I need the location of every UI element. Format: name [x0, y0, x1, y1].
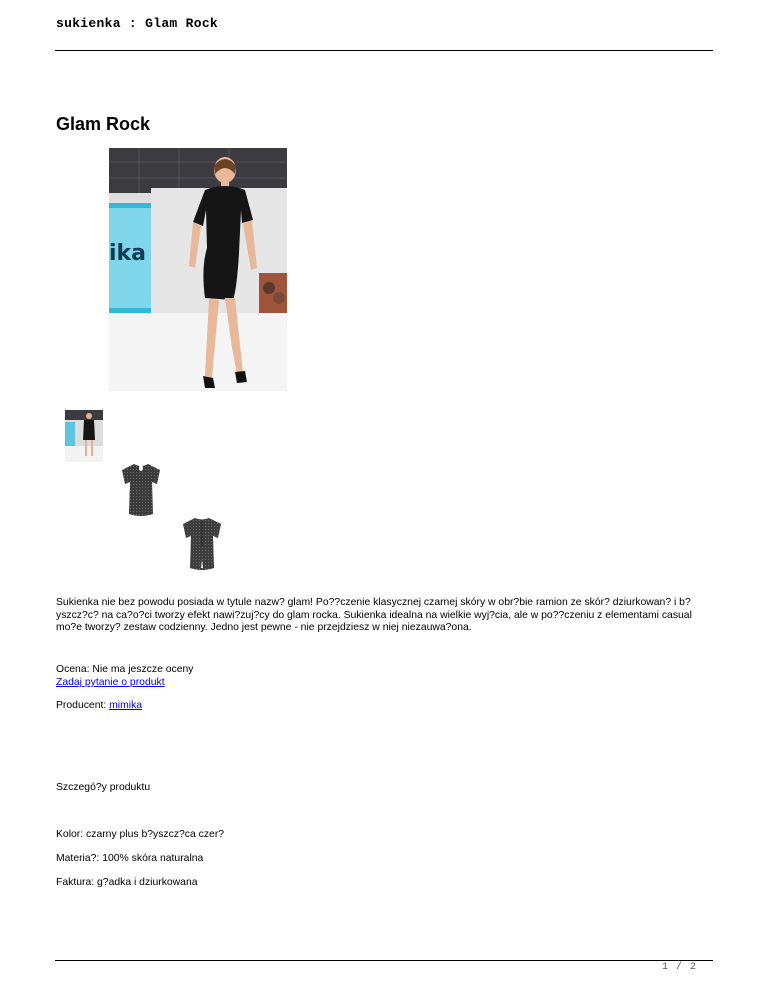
rating-line — [56, 664, 712, 677]
product-thumbnail-dress-back[interactable] — [180, 516, 224, 574]
product-thumbnail-runway[interactable] — [65, 410, 103, 462]
details-heading: Szczegó?y produktu — [56, 782, 151, 793]
ask-question-line — [56, 677, 712, 690]
color-value: czarny plus b?yszcz?ca czer? — [86, 829, 225, 840]
product-main-image — [109, 148, 287, 391]
ask-question-link[interactable]: Zadaj pytanie o produkt — [56, 677, 165, 688]
page-title: Glam Rock — [56, 114, 151, 134]
product-description: Sukienka nie bez powodu posiada w tytule nazw? glam! Po??czenie klasycznej czarnej skóry w obr?bie ramion ze skór? dziurkowan? i b?yszcz?c? na ca?o?ci tworzy efekt nawi?zuj?cy do glam rocka. Sukienka idealna na wielkie wyj?cia, ale w po??czeniu z elementami casual mo?e tworzy? zestaw codzienny. Jedno jest pewne - nie przejdziesz w niej niezauwa?ona. — [56, 597, 692, 633]
material-line — [56, 853, 712, 866]
page-indicator: 1 / 2 — [662, 962, 698, 973]
product-thumbnail-dress-front[interactable] — [120, 462, 162, 520]
producer-line — [56, 700, 712, 713]
producer-link[interactable]: mimika — [109, 700, 143, 711]
rating-label: Ocena: — [56, 664, 90, 675]
color-label: Kolor: — [56, 829, 84, 840]
texture-line — [56, 877, 712, 890]
running-header: sukienka : Glam Rock — [56, 16, 219, 31]
color-line — [56, 829, 712, 842]
backdrop-text: ika — [109, 241, 147, 266]
texture-value: g?adka i dziurkowana — [97, 877, 198, 888]
rating-value: Nie ma jeszcze oceny — [92, 664, 194, 675]
material-value: 100% skóra naturalna — [102, 853, 204, 864]
producer-label: Producent: — [56, 700, 107, 711]
texture-label: Faktura: — [56, 877, 95, 888]
material-label: Materia?: — [56, 853, 100, 864]
footer-divider — [55, 960, 713, 961]
header-divider — [55, 50, 713, 51]
